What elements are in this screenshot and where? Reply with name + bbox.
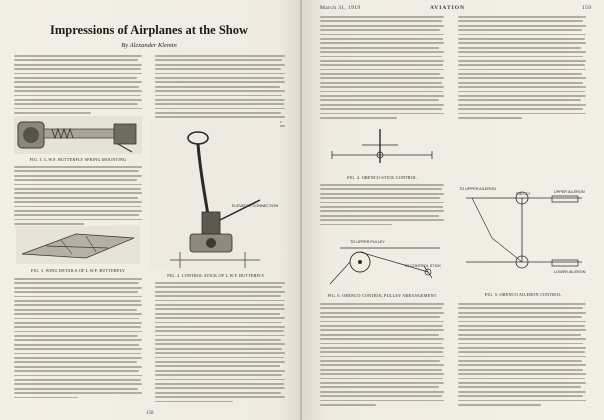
to-upper-aileron-label: TO UPPER AILERON bbox=[459, 187, 496, 191]
fig5-caption: FIG. 5. ORENCO AILERON CONTROL bbox=[484, 292, 562, 297]
fig1-spring-mounting-illustration bbox=[14, 116, 142, 154]
running-head-magazine: AVIATION bbox=[430, 5, 465, 11]
article-author: By Alexander Klemin bbox=[121, 42, 177, 49]
left-column-2-lower-text bbox=[155, 282, 285, 405]
right-column-1-top-text bbox=[320, 16, 444, 121]
fig1-caption: FIG. 1. L.W.F. BUTTERFLY SPRING MOUNTING bbox=[29, 157, 127, 162]
fig6-pulley-arrangement-diagram bbox=[320, 226, 446, 290]
right-column-1-middle-text bbox=[320, 184, 444, 228]
to-control-stick-label: TO CONTROL STICK bbox=[404, 264, 441, 268]
upper-aileron-label: UPPER AILERON bbox=[554, 190, 585, 194]
right-column-2-lower-text bbox=[458, 303, 586, 408]
fig6-caption: FIG. 6. ORENCO CONTROL PULLEY ARRANGEMENT bbox=[327, 293, 437, 298]
right-column-2-top-text bbox=[458, 16, 586, 121]
fig3-caption: FIG. 3. WING DETAILS OF L.W.F. BUTTERFLY bbox=[30, 268, 126, 273]
fig4-stick-control-diagram bbox=[322, 125, 442, 171]
left-page-number: 158 bbox=[146, 411, 154, 416]
fig4-caption: FIG. 4. ORENCO STICK CONTROL bbox=[347, 175, 417, 180]
running-head-date: March 31, 1919 bbox=[320, 5, 361, 11]
left-column-1-lower-text bbox=[14, 278, 142, 401]
pulley-label: PULLEY bbox=[516, 192, 531, 196]
lower-aileron-label: LOWER AILERON bbox=[554, 270, 586, 274]
fig3-wing-details-illustration bbox=[16, 226, 140, 264]
left-column-1-body-text bbox=[14, 166, 142, 227]
right-column-1-lower-text bbox=[320, 303, 444, 408]
fig2-caption: FIG. 2. CONTROL STICK OF L.W.F. BUTTERFLY bbox=[167, 273, 265, 278]
left-column-1-intro-text bbox=[14, 55, 142, 116]
article-title: Impressions of Airplanes at the Show bbox=[49, 23, 249, 37]
elevator-connection-label: ELEVATOR CONNECTION bbox=[232, 204, 279, 208]
to-upper-pulley-label: TO UPPER PULLEY bbox=[350, 240, 385, 244]
fig2-control-stick-illustration bbox=[150, 120, 280, 270]
running-head-page-number: 159 bbox=[582, 5, 592, 11]
right-page bbox=[302, 0, 604, 420]
